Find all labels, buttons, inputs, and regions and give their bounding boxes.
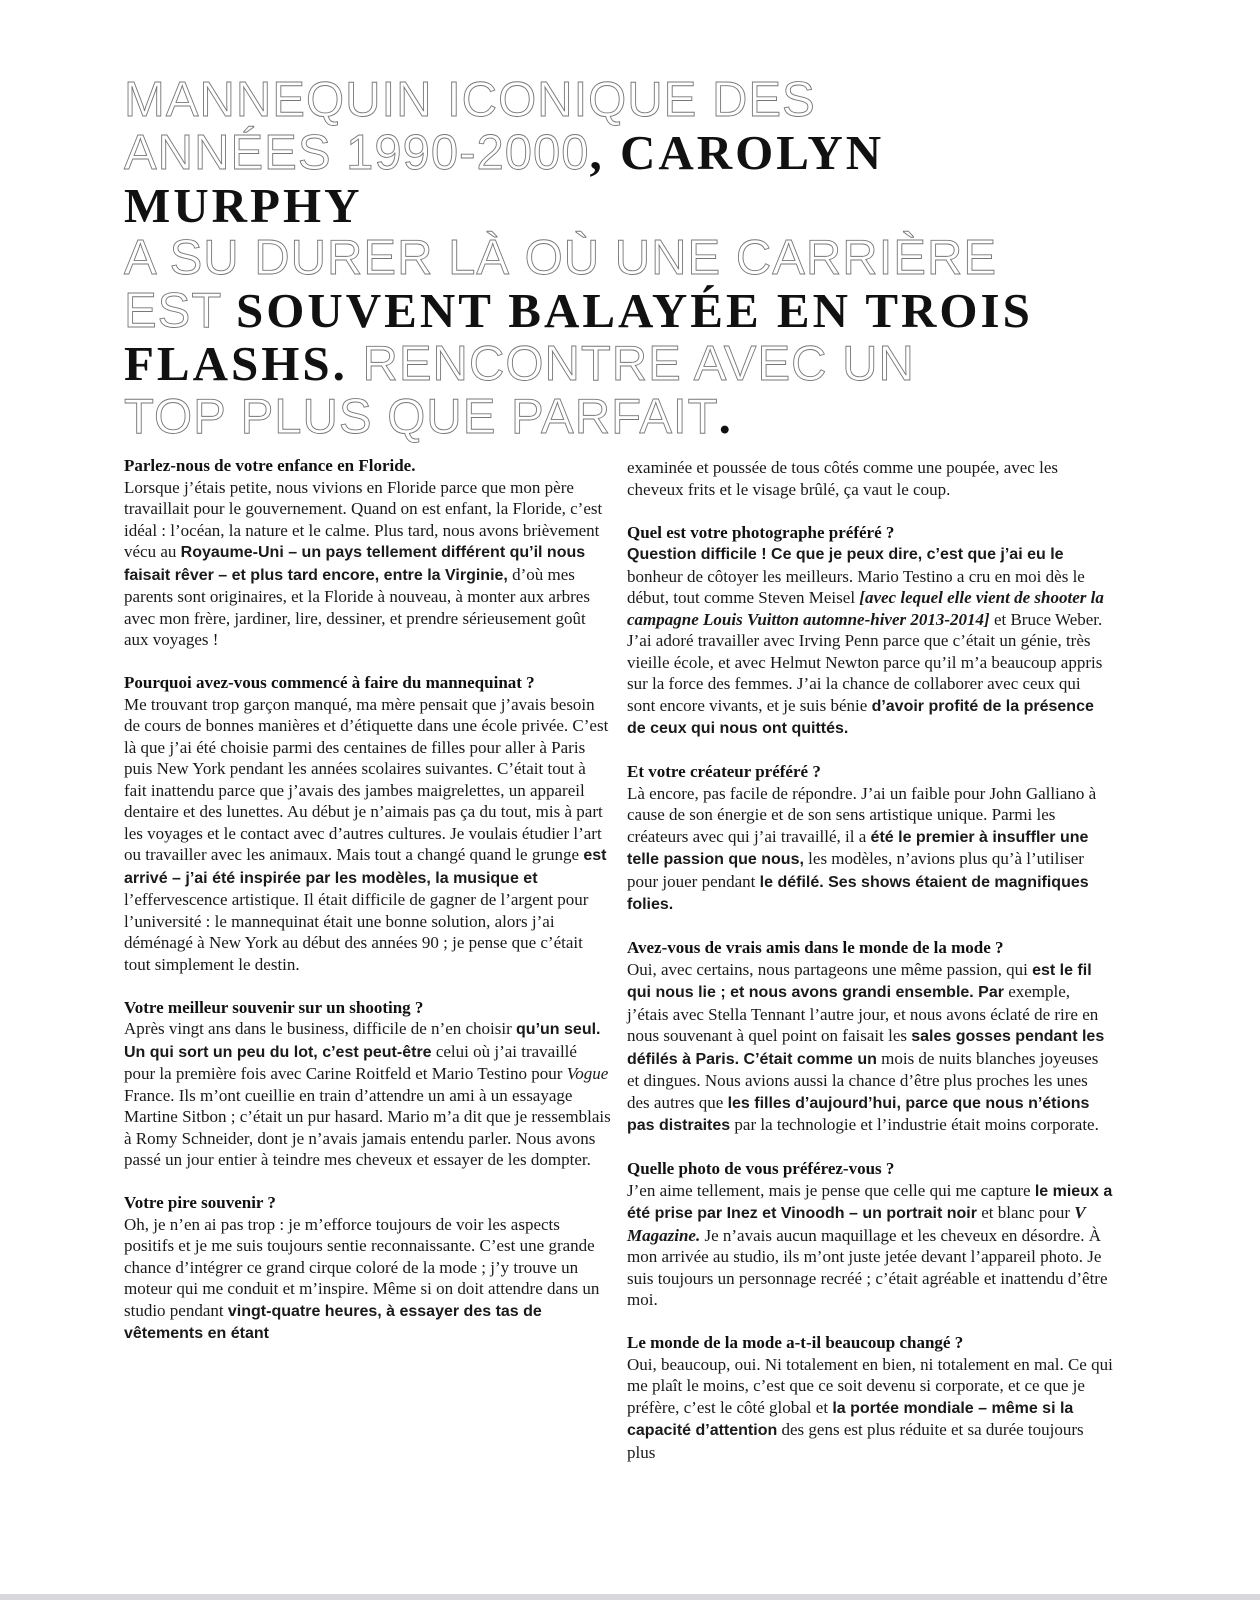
answer-text: des gens est plus réduite et sa durée toujours plus	[627, 1420, 1084, 1462]
qa-worst-memory	[124, 1192, 612, 1345]
answer-emphasis: sales gosses pendant les défilés à Paris. C’était comme un	[627, 1028, 1105, 1068]
qa-favorite-photo	[627, 1158, 1113, 1311]
headline-line-5a: FLASHS.	[124, 335, 348, 391]
answer-text: bonheur de côtoyer les meilleurs. Mario Testino a cru en moi dès le début, tout comme Steven Meisel	[627, 566, 1085, 607]
answer-text: Je n’avais aucun maquillage et les cheveux en désordre. À mon arrivée au studio, ils m’ont juste jetée devant l’appareil photo. Je suis toujours un personnage recréé ; c’était agréable et inattendu d’être moi.	[627, 1225, 1108, 1309]
answer-emphasis: été le premier à insuffler une telle passion que nous,	[627, 828, 1089, 868]
qa-worst-memory-cont	[627, 457, 1113, 500]
headline-line-3: A SU DURER LÀ OÙ UNE CARRIÈRE	[124, 231, 998, 286]
magazine-title: Vogue	[566, 1064, 609, 1083]
qa-friends	[627, 937, 1113, 1137]
headline-name: , CAROLYN MURPHY	[124, 124, 885, 233]
answer-text: Après vingt ans dans le business, difficile de n’en choisir	[124, 1019, 517, 1038]
qa-fashion-changed	[627, 1332, 1113, 1463]
answer-worst-memory-cont: examinée et poussée de tous côtés comme une poupée, avec les cheveux frits et le visage brûlé, ça vaut le coup.	[627, 458, 1058, 499]
answer-fashion-changed	[627, 1354, 1113, 1464]
answer-worst-memory	[124, 1214, 612, 1345]
headline-line-1: MANNEQUIN ICONIQUE DES	[124, 73, 816, 127]
answer-text: celui où j’ai travaillé pour la première fois avec Carine Roitfeld et Mario Testino pour	[124, 1041, 577, 1083]
answer-childhood	[124, 477, 612, 651]
qa-modeling-start	[124, 672, 612, 975]
answer-emphasis: les filles d’aujourd’hui, parce que nous n’étions pas distraites	[627, 1094, 1090, 1134]
answer-text: Me trouvant trop garçon manqué, ma mère pensait que j’avais besoin de cours de bonnes manières et d’étiquette dans une école privée. C’est là que j’ai été choisie parmi des centaines de filles pour aller à Paris puis New York pendant les années scolaires suivantes. C’était tout à fait inattendu parce que j’avais des jambes maigrelettes, un appareil dentaire et des lunettes. Au début je n’aimais pas ça du tout, mis à part les voyages et le contact avec d’autres cultures. Je voulais étudier l’art ou travailler avec les animaux. Mais tout a changé quand le grunge	[124, 694, 609, 864]
answer-text: Là encore, pas facile de répondre. J’ai un faible pour John Galliano à cause de son énergie et de son sens artistique unique. Parmi les créateurs avec qui j’ai travaillé, il a	[627, 783, 1097, 846]
bottom-scroll-edge	[0, 1594, 1260, 1600]
column-right	[627, 457, 1113, 1485]
magazine-title: V Magazine.	[627, 1203, 1086, 1245]
column-left	[124, 455, 612, 1366]
answer-text: par la technologie et l’industrie était moins corporate.	[730, 1115, 1099, 1134]
answer-text: d’où mes parents sont originaires, et la Floride à nouveau, à monter aux arbres avec mon frère, jardiner, lire, dessiner, et prendre sérieusement goût aux voyages !	[124, 564, 590, 649]
qa-childhood	[124, 455, 612, 651]
answer-emphasis: la portée mondiale – même si la capacité d’attention	[627, 1399, 1074, 1439]
answer-text: J’en aime tellement, mais je pense que celle qui me capture	[627, 1180, 1035, 1200]
answer-text: Lorsque j’étais petite, nous vivions en Floride parce que mon père travaillait pour le gouvernement. Quand on est enfant, la Floride, c’est idéal : l’océan, la nature et le calme. Plus tard, nous avons brièvement vécu au	[124, 477, 603, 561]
question-designer: Et votre créateur préféré ?	[627, 762, 821, 781]
answer-text: Oh, je n’en ai pas trop : je m’efforce toujours de voir les aspects positifs et je me suis toujours sentie reconnaissante. C’est une grande chance d’intégrer ce grand cirque coloré de la mode ; j’y trouve un moteur qui me conduit et m’inspire. Même si on doit attendre dans un studio pendant	[124, 1214, 600, 1320]
answer-best-memory	[124, 1018, 612, 1171]
answer-text: les modèles, n’avions plus qu’à l’utiliser pour jouer pendant	[627, 849, 1084, 891]
answer-text: et blanc pour	[976, 1203, 1075, 1222]
answer-text: Oui, avec certains, nous partageons une même passion, qui	[627, 959, 1033, 979]
question-favorite-photo: Quelle photo de vous préférez-vous ?	[627, 1159, 895, 1178]
question-worst-memory: Votre pire souvenir ?	[124, 1193, 276, 1212]
question-fashion-changed: Le monde de la mode a-t-il beaucoup changé ?	[627, 1333, 964, 1352]
answer-text: Oui, beaucoup, oui. Ni totalement en bien, ni totalement en mal. Ce qui me plaît le moins, c’est que ce soit devenu si corporate, et ce que je préfère, c’est le côté global et	[627, 1354, 1113, 1417]
headline-years: ANNÉES 1990-2000	[124, 125, 590, 180]
headline-line-6a: TOP PLUS QUE PARFAIT	[124, 389, 719, 444]
answer-text: mois de nuits blanches joyeuses et dingues. Nous avions aussi la chance d’être plus proches les unes des autres que	[627, 1048, 1099, 1112]
answer-favorite-photo	[627, 1180, 1113, 1311]
answer-friends	[627, 959, 1113, 1137]
answer-text: France. Ils m’ont cueillie en train d’attendre un ami à un essayage Martine Sitbon ; c’était un pur hasard. Mario m’a dit que je ressemblais à Romy Schneider, dont je n’avais jamais entendu parler. Nous avons passé un jour entier à teindre mes cheveux et essayer de les dompter.	[124, 1085, 611, 1169]
answer-text: et Bruce Weber. J’ai adoré travailler avec Irving Penn parce que c’était un génie, très vieille école, et avec Helmut Newton parce qu’il m’a beaucoup appris sur la force des femmes. J’ai la chance de collaborer avec ceux qui sont encore vivants, et je suis bénie	[627, 609, 1103, 715]
question-best-memory: Votre meilleur souvenir sur un shooting ?	[124, 997, 424, 1017]
answer-photographer	[627, 543, 1113, 740]
answer-emphasis: le mieux a été prise par Inez et Vinoodh – un portrait noir	[627, 1182, 1113, 1222]
question-friends: Avez-vous de vrais amis dans le monde de la mode ?	[627, 938, 1004, 957]
answer-emphasis: d’avoir profité de la présence de ceux qui nous ont quittés.	[627, 697, 1094, 737]
qa-best-memory	[124, 997, 612, 1171]
qa-designer	[627, 761, 1113, 916]
question-childhood: Parlez-nous de votre enfance en Floride.	[124, 456, 416, 475]
answer-emphasis: Question difficile ! Ce que je peux dire, c’est que j’ai eu le	[627, 546, 1064, 563]
answer-text: l’effervescence artistique. Il était difficile de gagner de l’argent pour l’université : le mannequinat était une bonne solution, alors j’ai déménagé à New York au début des années 90 ; je pense que c’était tout simplement le destin.	[124, 890, 589, 974]
answer-designer	[627, 783, 1113, 916]
headline-line-4b: SOUVENT BALAYÉE EN TROIS	[236, 283, 1033, 339]
headline-line-5b: RENCONTRE AVEC UN	[347, 336, 915, 391]
headline	[124, 74, 1044, 444]
answer-emphasis: est le fil qui nous lie ; et nous avons grandi ensemble. Par	[627, 961, 1092, 1001]
editor-note: [avec lequel elle vient de shooter la campagne Louis Vuitton automne-hiver 2013-2014]	[627, 588, 1104, 629]
answer-emphasis: qu’un seul. Un qui sort un peu du lot, c’est peut-être	[124, 1021, 601, 1061]
answer-emphasis: Royaume-Uni – un pays tellement différent qu’il nous faisait rêver – et plus tard encore, entre la Virginie,	[124, 544, 586, 584]
question-modeling-start: Pourquoi avez-vous commencé à faire du mannequinat ?	[124, 673, 535, 692]
question-photographer: Quel est votre photographe préféré ?	[627, 522, 895, 542]
answer-emphasis: vingt-quatre heures, à essayer des tas de vêtements en étant	[124, 1302, 542, 1342]
answer-emphasis: le défilé. Ses shows étaient de magnifiques folies.	[627, 873, 1089, 913]
answer-modeling-start	[124, 694, 612, 976]
headline-period: .	[718, 388, 734, 444]
headline-line-4a: EST	[124, 284, 237, 339]
qa-photographer	[627, 522, 1113, 740]
answer-text: exemple, j’étais avec Stella Tennant l’autre jour, et nous avons éclaté de rire en nous souvenant à quel point on faisait les	[627, 982, 1099, 1045]
answer-emphasis: est arrivé – j’ai été inspirée par les modèles, la musique et	[124, 847, 607, 887]
